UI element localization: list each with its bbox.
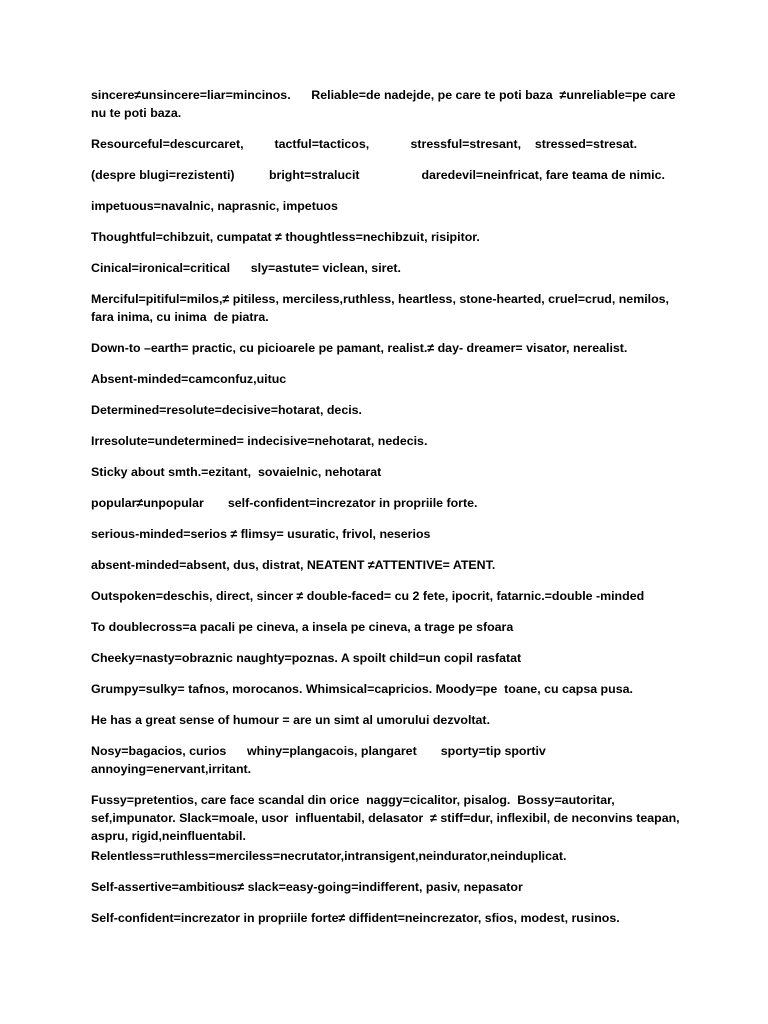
text-line: Resourceful=descurcaret, tactful=tacticos, stressful=stresant, stressed=stresat. xyxy=(91,137,638,151)
text-line: Fussy=pretentios, care face scandal din orice naggy=cicalitor, pisalog. Bossy=autoritar, xyxy=(91,793,615,807)
text-line: Nosy=bagacios, curios whiny=plangacois, plangaret sporty=tip sportiv xyxy=(91,744,546,758)
text-line: Absent-minded=camconfuz,uituc xyxy=(91,372,287,386)
text-line: Cinical=ironical=critical sly=astute= viclean, siret. xyxy=(91,261,401,275)
text-line: popular≠unpopular self-confident=increzator in propriile forte. xyxy=(91,496,478,510)
text-line: Thoughtful=chibzuit, cumpatat ≠ thoughtless=nechibzuit, risipitor. xyxy=(91,230,480,244)
text-line: Relentless=ruthless=merciless=necrutator,intransigent,neindurator,neinduplicat. xyxy=(91,849,567,863)
text-line: Merciful=pitiful=milos,≠ pitiless, merciless,ruthless, heartless, stone-hearted, cruel=crud, nemilos, xyxy=(91,292,669,306)
text-line: (despre blugi=rezistenti) bright=stralucit daredevil=neinfricat, fare teama de nimic. xyxy=(91,168,665,182)
text-line: aspru, rigid,neinfluentabil. xyxy=(91,829,246,843)
text-line: Outspoken=deschis, direct, sincer ≠ double-faced= cu 2 fete, ipocrit, fatarnic.=double -minded xyxy=(91,589,645,603)
text-line: Determined=resolute=decisive=hotarat, decis. xyxy=(91,403,362,417)
text-line: To doublecross=a pacali pe cineva, a insela pe cineva, a trage pe sfoara xyxy=(91,620,514,634)
text-line: fara inima, cu inima de piatra. xyxy=(91,310,269,324)
text-line: annoying=enervant,irritant. xyxy=(91,762,252,776)
text-line: Cheeky=nasty=obraznic naughty=poznas. A spoilt child=un copil rasfatat xyxy=(91,651,522,665)
text-line: nu te poti baza. xyxy=(91,106,182,120)
text-line: Self-assertive=ambitious≠ slack=easy-going=indifferent, pasiv, nepasator xyxy=(91,880,523,894)
text-line: He has a great sense of humour = are un simt al umorului dezvoltat. xyxy=(91,713,491,727)
text-line: sef,impunator. Slack=moale, usor influentabil, delasator ≠ stiff=dur, inflexibil, de neconvins teapan, xyxy=(91,811,680,825)
text-line: Irresolute=undetermined= indecisive=nehotarat, nedecis. xyxy=(91,434,428,448)
text-line: Grumpy=sulky= tafnos, morocanos. Whimsical=capricios. Moody=pe toane, cu capsa pusa. xyxy=(91,682,633,696)
text-line: absent-minded=absent, dus, distrat, NEATENT ≠ATTENTIVE= ATENT. xyxy=(91,558,496,572)
text-line: sincere≠unsincere=liar=mincinos. Reliable=de nadejde, pe care te poti baza ≠unreliable=pe care xyxy=(91,88,676,102)
text-line: serious-minded=serios ≠ flimsy= usuratic, frivol, neserios xyxy=(91,527,431,541)
text-line: impetuous=navalnic, naprasnic, impetuos xyxy=(91,199,338,213)
text-line: Sticky about smth.=ezitant, sovaielnic, nehotarat xyxy=(91,465,382,479)
text-line: Self-confident=increzator in propriile forte≠ diffident=neincrezator, sfios, modest, rusinos. xyxy=(91,911,620,925)
text-line: Down-to –earth= practic, cu picioarele pe pamant, realist.≠ day- dreamer= visator, nerealist. xyxy=(91,341,628,355)
